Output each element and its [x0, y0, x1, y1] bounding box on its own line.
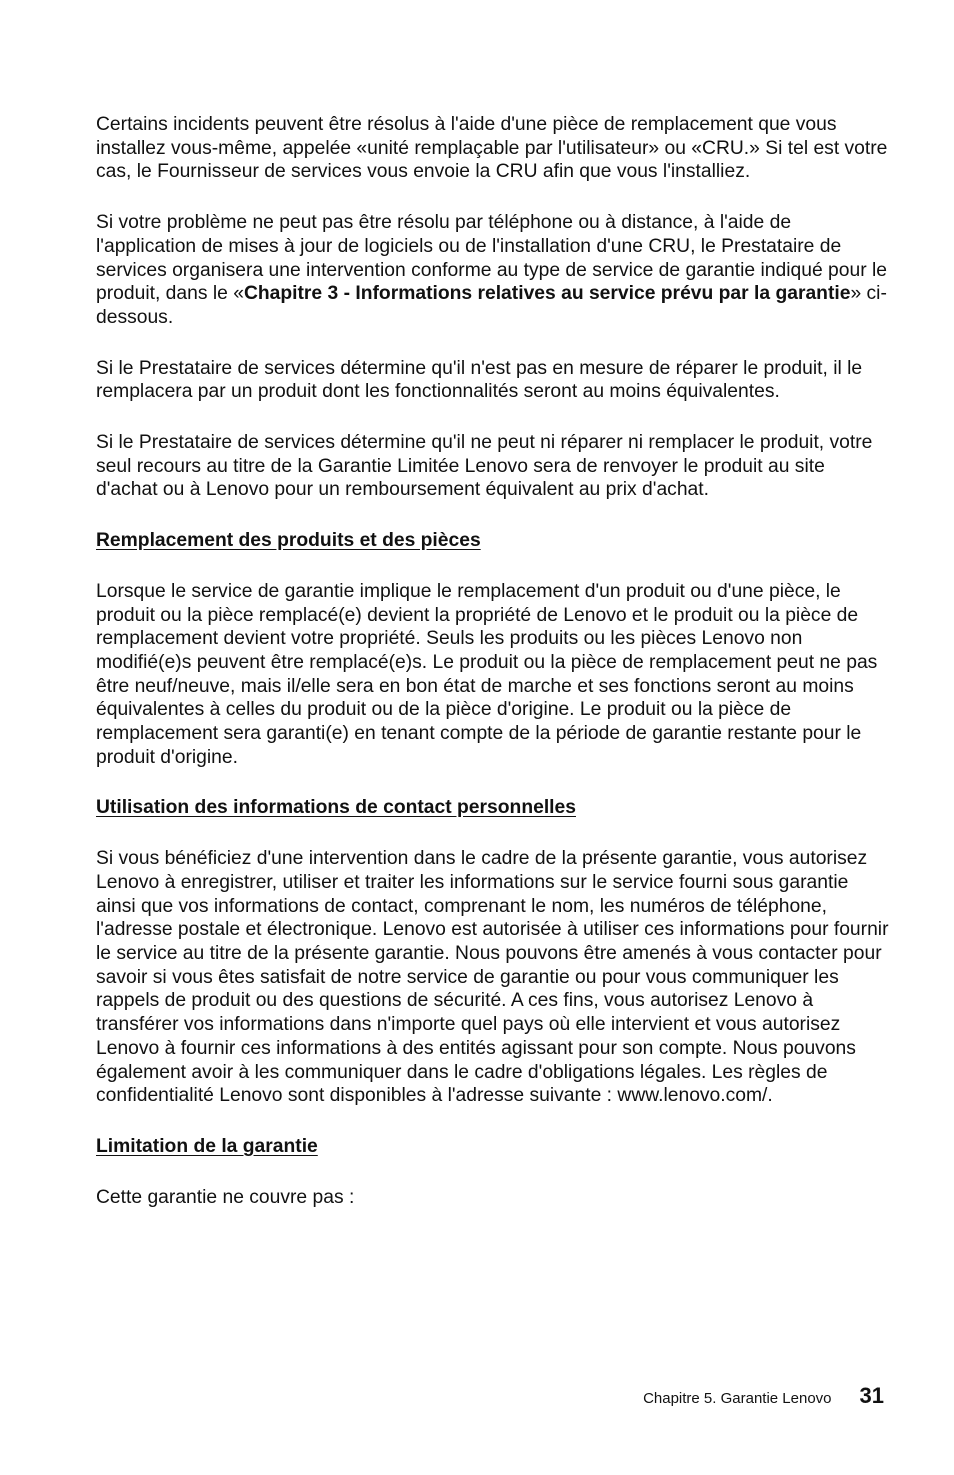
paragraph-warranty-exclusions: Cette garantie ne couvre pas :	[96, 1186, 355, 1208]
paragraph-intervention	[96, 211, 890, 330]
heading-warranty-limitation: Limitation de la garantie	[96, 1135, 318, 1157]
footer-chapter: Chapitre 5. Garantie Lenovo	[643, 1390, 832, 1407]
paragraph-replacement: Si le Prestataire de services détermine qu'il n'est pas en mesure de réparer le produit, il le remplacera par un produit dont les fonctionnalités seront au moins équivalentes.	[96, 357, 863, 403]
paragraph-contact-info: Si vous bénéficiez d'une intervention dans le cadre de la présente garantie, vous autorisez Lenovo à enregistrer, utiliser et traiter les informations sur le service fourni sous garantie ainsi que vos informations de contact, comprenant le nom, les numéros de téléphone, l'adresse postale et électronique. Lenovo est autorisée à utiliser ces informations pour fournir le service au titre de la présente garantie. Nous pouvons être amenés à vous contacter pour savoir si vous êtes satisfait de notre service de garantie ou pour vous communiquer les rappels de produit ou des questions de sécurité. A ces fins, vous autorisez Lenovo à transférer vos informations dans n'importe quel pays où elle intervient et vous autorisez Lenovo à fournir ces informations à des entités agissant pour son compte. Nous pouvons également avoir à les communiquer dans le cadre d'obligations légales. Les règles de confidentialité Lenovo sont disponibles à l'adresse suivante : www.lenovo.com/.	[96, 848, 889, 1107]
page-number: 31	[859, 1383, 884, 1408]
page-footer	[643, 1383, 884, 1409]
heading-replacement-products: Remplacement des produits et des pièces	[96, 530, 481, 552]
document-page	[96, 113, 890, 1236]
heading-contact-info: Utilisation des informations de contact personnelles	[96, 797, 576, 819]
chapter-reference: Chapitre 3 - Informations relatives au service prévu par la garantie	[243, 283, 851, 305]
paragraph-intervention-end: » ci-dessous.	[96, 283, 887, 328]
paragraph-cru: Certains incidents peuvent être résolus à l'aide d'une pièce de remplacement que vous installez vous-même, appelée «unité remplaçable par l'utilisateur» ou «CRU.» Si tel est votre cas, le Fournisseur de services vous envoie la CRU afin que vous l'installiez.	[96, 114, 888, 183]
paragraph-refund: Si le Prestataire de services détermine qu'il ne peut ni réparer ni remplacer le produit, votre seul recours au titre de la Garantie Limitée Lenovo sera de renvoyer le produit au site d'achat ou à Lenovo pour un remboursement équivalent au prix d'achat.	[96, 432, 873, 501]
paragraph-replacement-parts: Lorsque le service de garantie implique le remplacement d'un produit ou d'une pièce, le produit ou la pièce remplacé(e) devient la propriété de Lenovo et le produit ou la pièce de remplacement devient votre propriété. Seuls les produits ou les pièces Lenovo non modifié(e)s peuvent être remplacé(e)s. Le produit ou la pièce de remplacement peut ne pas être neuf/neuve, mais il/elle sera en bon état de marche et ses fonctions seront au moins équivalentes à celles du produit ou de la pièce d'origine. Le produit ou la pièce de remplacement sera garanti(e) en tenant compte de la période de garantie restante pour le produit d'origine.	[96, 580, 878, 768]
paragraph-intervention-text: Si votre problème ne peut pas être résolu par téléphone ou à distance, à l'aide de l'application de mises à jour de logiciels ou de l'installation d'une CRU, le Prestataire de services organisera une intervention conforme au type de service de garantie indiqué pour le produit, dans le «	[96, 212, 888, 305]
